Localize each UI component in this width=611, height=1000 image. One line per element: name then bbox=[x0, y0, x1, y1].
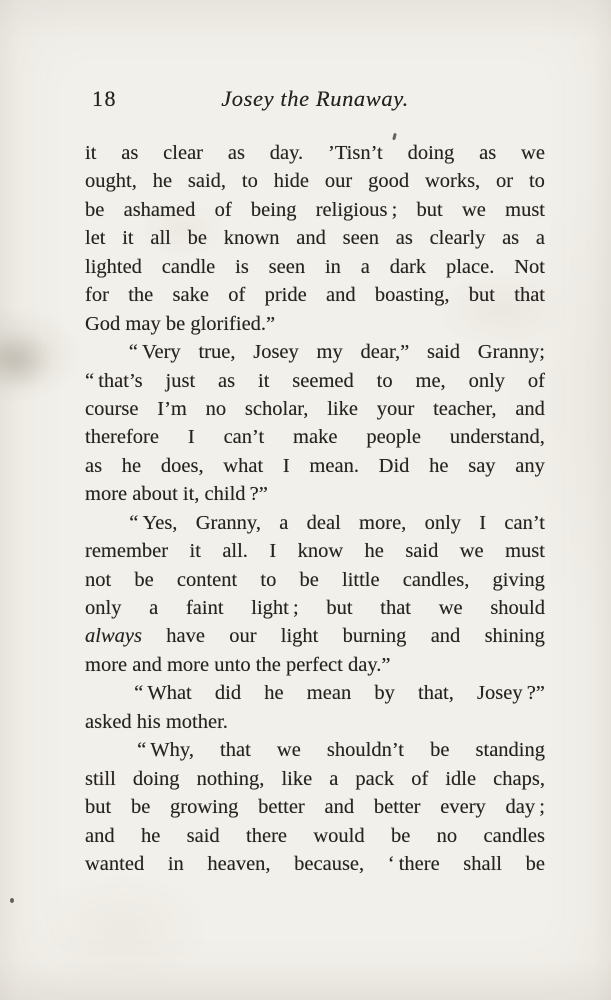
word: it bbox=[258, 369, 270, 392]
word: as bbox=[395, 227, 413, 250]
word: faint bbox=[185, 597, 224, 619]
word: or bbox=[496, 170, 514, 193]
word: that bbox=[220, 739, 251, 762]
text-line bbox=[85, 224, 545, 252]
word: works, bbox=[424, 170, 481, 193]
text-line bbox=[85, 338, 545, 366]
word: hide bbox=[273, 170, 310, 193]
word: as bbox=[85, 454, 103, 477]
text-line bbox=[85, 679, 545, 707]
word: be bbox=[390, 824, 411, 847]
word: he bbox=[152, 170, 173, 193]
word: burning bbox=[342, 625, 407, 648]
word: nothing, bbox=[196, 767, 265, 790]
word: any bbox=[515, 454, 545, 477]
word: seemed bbox=[292, 369, 354, 392]
word: only bbox=[468, 369, 506, 392]
word: in bbox=[167, 852, 184, 875]
word: heaven, bbox=[207, 852, 271, 875]
word: and bbox=[515, 397, 545, 420]
word: did bbox=[214, 682, 242, 705]
word: we bbox=[438, 597, 463, 619]
word: all. bbox=[222, 540, 248, 563]
paragraph bbox=[85, 338, 545, 509]
word: clearly bbox=[429, 227, 486, 250]
text-line bbox=[85, 822, 545, 850]
word: doing bbox=[407, 142, 455, 164]
paragraph bbox=[85, 139, 545, 338]
word: as bbox=[121, 142, 139, 164]
word: idle bbox=[445, 767, 477, 790]
word: dear,” bbox=[360, 341, 410, 364]
word: I bbox=[269, 540, 277, 563]
word: pride bbox=[264, 284, 307, 307]
word: said, bbox=[187, 170, 227, 193]
word: seen bbox=[342, 227, 380, 250]
word: know bbox=[297, 540, 344, 563]
word: asked his mother. bbox=[85, 710, 228, 733]
paragraph bbox=[85, 736, 545, 878]
word: still bbox=[85, 767, 116, 790]
word: he bbox=[364, 540, 384, 563]
word: more about it, child ?” bbox=[85, 483, 268, 506]
word: that bbox=[380, 597, 411, 619]
word: of bbox=[214, 198, 232, 221]
word: candles, bbox=[402, 568, 470, 591]
word: ashamed bbox=[123, 198, 196, 221]
word: because, bbox=[294, 852, 365, 875]
word: candles bbox=[483, 824, 545, 847]
word: I bbox=[282, 454, 290, 477]
word: not bbox=[85, 568, 112, 591]
word: giving bbox=[492, 568, 545, 591]
word: true, bbox=[198, 341, 236, 364]
word: little bbox=[342, 568, 380, 591]
text-line bbox=[85, 310, 545, 338]
word: is bbox=[235, 255, 249, 278]
text-line bbox=[85, 708, 545, 736]
word: shouldn’t bbox=[326, 739, 404, 762]
word: I’m bbox=[157, 397, 187, 420]
word: we bbox=[521, 142, 545, 164]
word: scholar, bbox=[244, 397, 309, 420]
word: my bbox=[316, 341, 343, 364]
text-line bbox=[85, 793, 545, 821]
text-line bbox=[85, 395, 545, 423]
word: it bbox=[85, 142, 97, 164]
word: for bbox=[85, 284, 109, 307]
word: therefore bbox=[85, 426, 159, 449]
word: of bbox=[411, 767, 429, 790]
text-line bbox=[85, 509, 545, 537]
paragraph bbox=[85, 509, 545, 680]
word: always bbox=[85, 625, 142, 648]
text-line bbox=[85, 452, 545, 480]
text-line bbox=[85, 281, 545, 309]
word: a bbox=[329, 767, 339, 790]
word: “ Yes, bbox=[129, 511, 178, 534]
word: day ; bbox=[505, 796, 545, 819]
word: pack bbox=[355, 767, 395, 790]
word: remember bbox=[85, 540, 169, 563]
word: as bbox=[218, 369, 236, 392]
word: deal bbox=[306, 511, 341, 534]
word: and bbox=[85, 824, 115, 847]
word: he bbox=[140, 824, 161, 847]
word: shall bbox=[463, 852, 502, 875]
word: more, bbox=[359, 511, 407, 534]
word: be bbox=[134, 568, 154, 591]
word: mean bbox=[306, 682, 352, 705]
word: and bbox=[430, 625, 461, 648]
word: Not bbox=[514, 255, 545, 278]
word: wanted bbox=[85, 852, 145, 875]
text-line bbox=[85, 367, 545, 395]
word: that, bbox=[418, 682, 454, 705]
word: understand, bbox=[449, 426, 545, 449]
running-title: Josey the Runaway. bbox=[221, 86, 409, 111]
word: does, bbox=[160, 454, 204, 477]
word: let bbox=[85, 227, 106, 250]
word: religious ; bbox=[315, 198, 398, 221]
word: growing bbox=[170, 796, 239, 819]
word: the bbox=[128, 284, 154, 307]
word: “ Very bbox=[128, 341, 181, 364]
word: should bbox=[490, 597, 545, 619]
text-block bbox=[85, 139, 545, 878]
page-header bbox=[85, 86, 545, 112]
word: light ; bbox=[251, 597, 299, 619]
word: by bbox=[374, 682, 395, 705]
word: be bbox=[430, 739, 450, 762]
word: as bbox=[227, 142, 245, 164]
word: said bbox=[186, 824, 220, 847]
word: teacher, bbox=[433, 397, 497, 420]
word: but bbox=[326, 597, 353, 619]
word: to bbox=[241, 170, 258, 193]
word: like bbox=[327, 397, 358, 420]
text-line bbox=[85, 736, 545, 764]
text-line bbox=[85, 480, 545, 508]
word: ’Tisn’t bbox=[328, 142, 383, 164]
word: Did bbox=[378, 454, 410, 477]
word: be bbox=[187, 227, 207, 250]
word: he bbox=[264, 682, 284, 705]
text-line bbox=[85, 566, 545, 594]
word: can’t bbox=[223, 426, 265, 449]
word: every bbox=[440, 796, 486, 819]
word: our bbox=[324, 170, 353, 193]
word: standing bbox=[475, 739, 545, 762]
word: I bbox=[187, 426, 195, 449]
word: no bbox=[436, 824, 458, 847]
word: content bbox=[176, 568, 238, 591]
word: dark bbox=[389, 255, 427, 278]
word: would bbox=[313, 824, 365, 847]
text-line bbox=[85, 850, 545, 878]
word: but bbox=[85, 796, 112, 819]
word: we bbox=[461, 198, 486, 221]
word: and bbox=[326, 284, 356, 307]
word: must bbox=[505, 198, 545, 221]
word: be bbox=[299, 568, 319, 591]
word: to bbox=[528, 170, 545, 193]
word: only bbox=[85, 597, 122, 619]
ink-speck bbox=[10, 898, 14, 903]
word: it bbox=[189, 540, 201, 563]
word: a bbox=[279, 511, 289, 534]
word: “ Why, bbox=[137, 739, 194, 762]
word: say bbox=[468, 454, 496, 477]
word: chaps, bbox=[493, 767, 545, 790]
word: that bbox=[514, 284, 545, 307]
word: make bbox=[293, 426, 338, 449]
word: Granny, bbox=[195, 511, 261, 534]
word: what bbox=[223, 454, 264, 477]
word: clear bbox=[163, 142, 203, 164]
text-line bbox=[85, 622, 545, 650]
word: doing bbox=[132, 767, 180, 790]
word: and bbox=[296, 227, 326, 250]
word: place. bbox=[445, 255, 495, 278]
text-line bbox=[85, 167, 545, 195]
text-line bbox=[85, 651, 545, 679]
word: just bbox=[165, 369, 196, 392]
word: as bbox=[479, 142, 497, 164]
word: only bbox=[424, 511, 462, 534]
text-line bbox=[85, 765, 545, 793]
word: our bbox=[229, 625, 257, 648]
word: people bbox=[366, 426, 421, 449]
word: he bbox=[121, 454, 142, 477]
text-line bbox=[85, 423, 545, 451]
page-number: 18 bbox=[92, 86, 117, 111]
word: good bbox=[368, 170, 410, 193]
word: a bbox=[535, 227, 545, 250]
word: better bbox=[258, 796, 305, 819]
word: be bbox=[85, 198, 105, 221]
word: as bbox=[502, 227, 520, 250]
word: I bbox=[479, 511, 487, 534]
word: be bbox=[130, 796, 151, 819]
word: he bbox=[429, 454, 449, 477]
word: your bbox=[376, 397, 415, 420]
word: ‘ there bbox=[387, 852, 440, 875]
word: seen bbox=[268, 255, 306, 278]
word: in bbox=[324, 255, 341, 278]
word: but bbox=[416, 198, 443, 221]
word: a bbox=[360, 255, 370, 278]
word: no bbox=[205, 397, 227, 420]
word: it bbox=[122, 227, 134, 250]
word: to bbox=[376, 369, 393, 392]
word: ought, bbox=[85, 170, 137, 193]
word: God may be glorified.” bbox=[85, 312, 276, 335]
word: there bbox=[246, 824, 288, 847]
word: we bbox=[459, 540, 484, 563]
word: have bbox=[166, 625, 205, 648]
word: Josey bbox=[253, 341, 299, 364]
word: lighted bbox=[85, 255, 142, 278]
word: boasting, bbox=[374, 284, 450, 307]
word: known bbox=[223, 227, 280, 250]
word: course bbox=[85, 397, 139, 420]
text-line bbox=[85, 196, 545, 224]
word: can’t bbox=[504, 511, 545, 534]
word: Josey ?” bbox=[477, 682, 545, 705]
word: “ What bbox=[134, 682, 192, 705]
word: of bbox=[228, 284, 246, 307]
word: being bbox=[250, 198, 297, 221]
word: candle bbox=[161, 255, 216, 278]
word: and bbox=[324, 796, 355, 819]
word: “ that’s bbox=[85, 369, 143, 392]
word: like bbox=[281, 767, 313, 790]
text-line bbox=[85, 253, 545, 281]
word: sake bbox=[172, 284, 209, 307]
word: shining bbox=[484, 625, 545, 648]
word: but bbox=[468, 284, 495, 307]
word: to bbox=[260, 568, 277, 591]
word: all bbox=[150, 227, 171, 250]
word: we bbox=[276, 739, 301, 762]
word: light bbox=[280, 625, 319, 648]
word: day. bbox=[269, 142, 304, 164]
text-line bbox=[85, 139, 545, 167]
word: more and more unto the perfect day.” bbox=[85, 653, 391, 676]
word: said bbox=[405, 540, 439, 563]
word: me, bbox=[415, 369, 446, 392]
word: said bbox=[426, 341, 460, 364]
word: Granny; bbox=[477, 341, 545, 364]
word: be bbox=[525, 852, 545, 875]
word: mean. bbox=[309, 454, 359, 477]
paragraph bbox=[85, 679, 545, 736]
text-line bbox=[85, 594, 545, 622]
text-line bbox=[85, 537, 545, 565]
word: a bbox=[149, 597, 159, 619]
word: of bbox=[527, 369, 545, 392]
word: better bbox=[373, 796, 421, 819]
word: must bbox=[505, 540, 545, 563]
